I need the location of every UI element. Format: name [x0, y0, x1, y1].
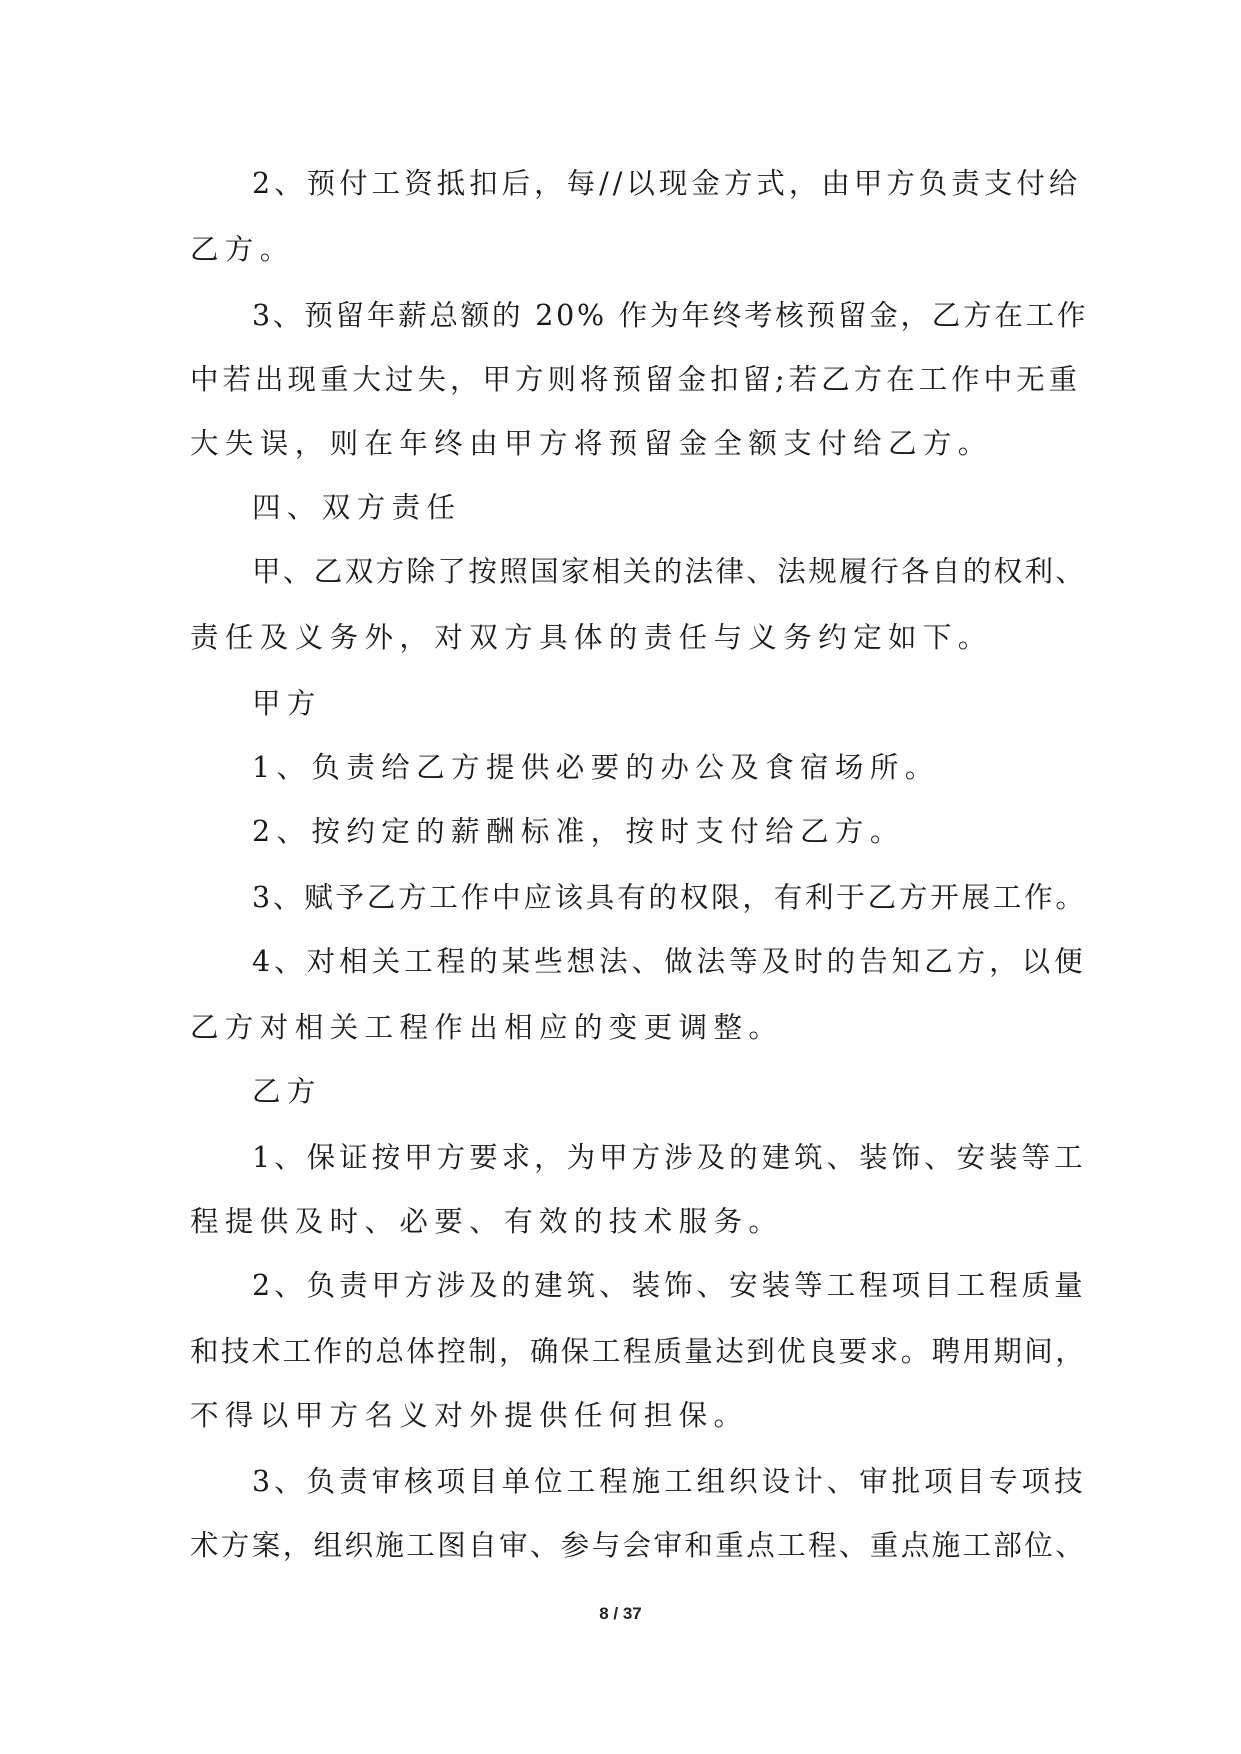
paragraph-line: 中若出现重大过失，甲方则将预留金扣留;若乙方在工作中无重 — [190, 363, 1082, 396]
list-item-continuation: 和技术工作的总体控制，确保工程质量达到优良要求。聘用期间， — [190, 1335, 1087, 1368]
list-item: 4、对相关工程的某些想法、做法等及时的告知乙方，以便 — [252, 945, 1087, 978]
list-item-continuation: 乙方对相关工程作出相应的变更调整。 — [190, 1011, 784, 1044]
paragraph-line: 大失误，则在年终由甲方将预留金全额支付给乙方。 — [190, 427, 993, 460]
subsection-heading: 甲方 — [252, 687, 322, 720]
page-number: 8 / 37 — [599, 1604, 642, 1623]
list-item: 3、负责审核项目单位工程施工组织设计、审批项目专项技 — [252, 1465, 1087, 1498]
paragraph-line: 责任及义务外，对双方具体的责任与义务约定如下。 — [190, 621, 993, 654]
paragraph-line: 2、预付工资抵扣后，每//以现金方式，由甲方负责支付给 — [252, 167, 1082, 200]
list-item: 2、按约定的薪酬标准，按时支付给乙方。 — [252, 815, 905, 848]
list-item: 1、保证按甲方要求，为甲方涉及的建筑、装饰、安装等工 — [252, 1141, 1087, 1174]
list-item: 1、负责给乙方提供必要的办公及食宿场所。 — [252, 751, 940, 784]
list-item: 2、负责甲方涉及的建筑、装饰、安装等工程项目工程质量 — [252, 1269, 1087, 1302]
list-item-continuation: 程提供及时、必要、有效的技术服务。 — [190, 1205, 784, 1238]
paragraph-line: 乙方。 — [190, 233, 295, 266]
paragraph-line: 甲、乙双方除了按照国家相关的法律、法规履行各自的权利、 — [252, 555, 1087, 588]
list-item: 3、赋予乙方工作中应该具有的权限，有利于乙方开展工作。 — [252, 881, 1087, 914]
paragraph-line: 3、预留年薪总额的 20% 作为年终考核预留金，乙方在工作 — [252, 299, 1089, 332]
list-item-continuation: 术方案，组织施工图自审、参与会审和重点工程、重点施工部位、 — [190, 1529, 1087, 1562]
list-item-continuation: 不得以甲方名义对外提供任何担保。 — [190, 1399, 749, 1432]
section-heading: 四、双方责任 — [252, 491, 462, 524]
subsection-heading: 乙方 — [252, 1075, 322, 1108]
